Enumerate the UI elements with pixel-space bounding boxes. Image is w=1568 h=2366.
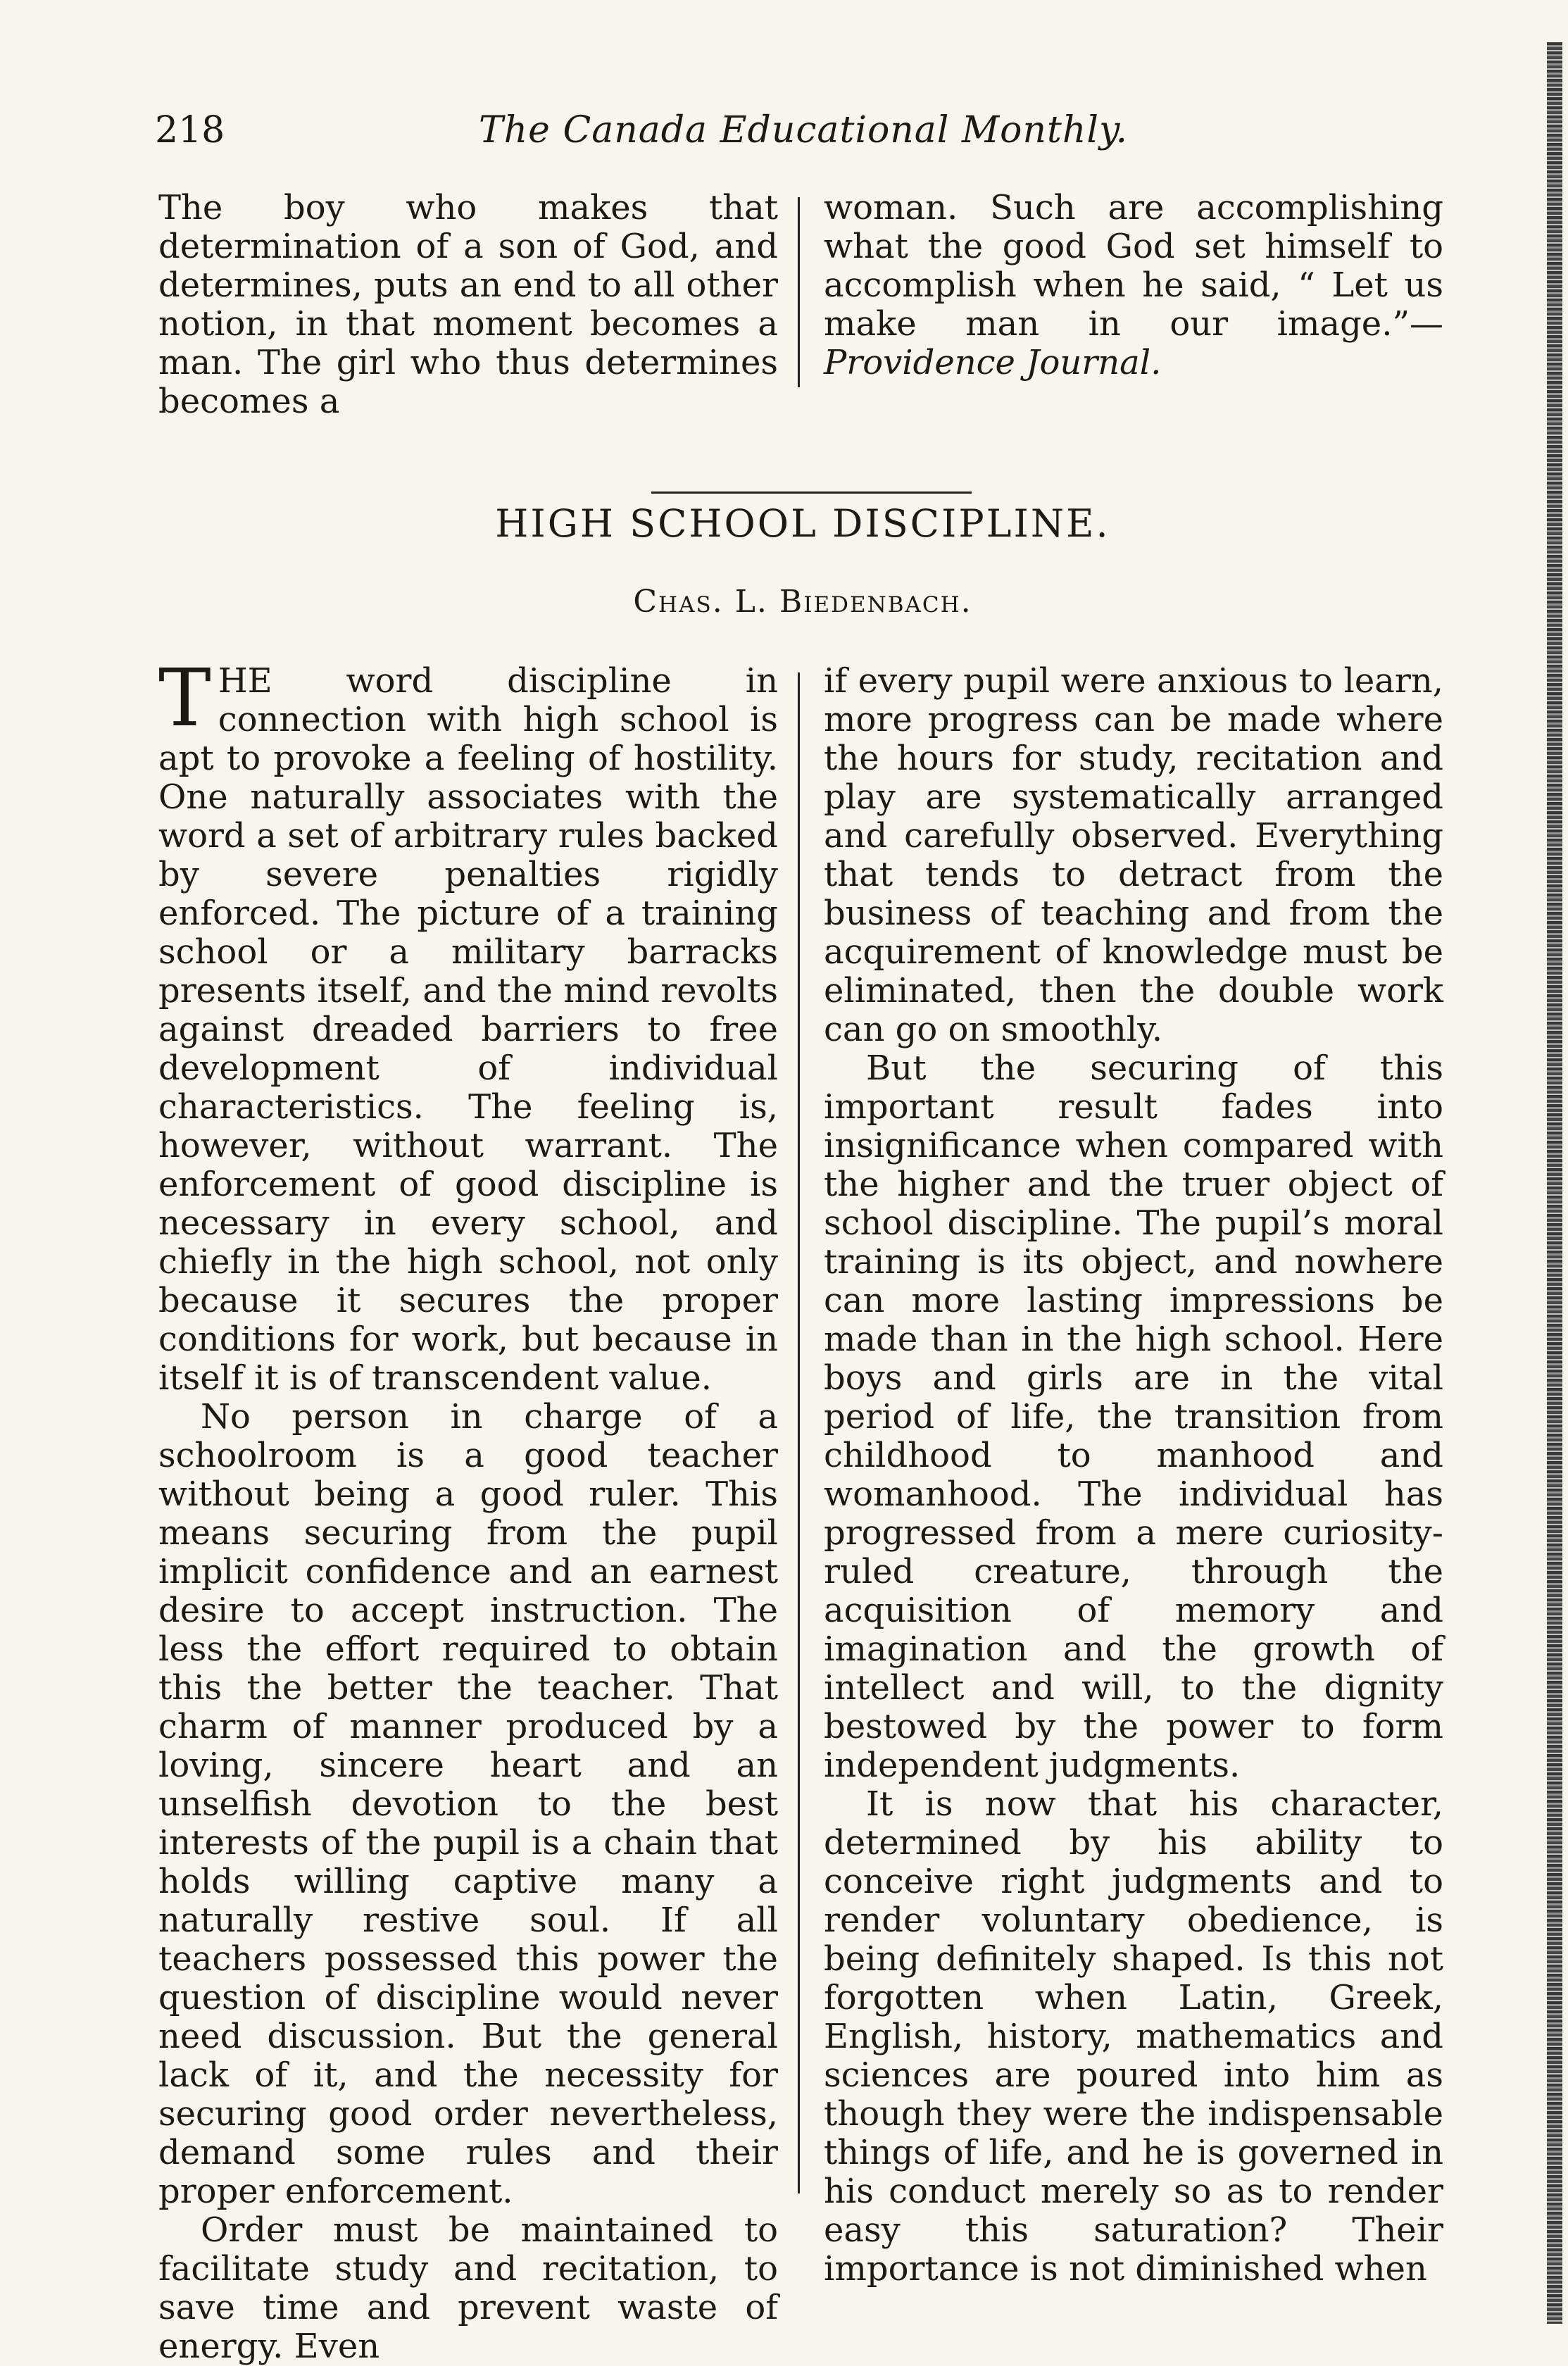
drop-cap: T xyxy=(158,653,211,744)
top-right-paragraph xyxy=(824,189,1443,382)
paragraph-3-continued: if every pupil were anxious to learn, more progress can be made where the hours for study, recitation and play are systematically arranged and carefully observed. Everything that tends to detract from the business of teaching and from the acquirement of knowledge must be eliminated, then the double work can go on smoothly. xyxy=(824,661,1443,1049)
article-author: Chas. L. Biedenbach. xyxy=(633,584,972,620)
source-citation: Providence Journal. xyxy=(824,343,1162,382)
top-left-column xyxy=(158,189,778,421)
paragraph-4: But the securing of this important result fades into insignificance when compared with the higher and the truer object of school discipline. The pupil’s moral training is its object, and nowhere can more lasting impressions be made than in the high school. Here boys and girls are in the vital period of life, the transition from childhood to manhood and womanhood. The individual has progressed from a mere curiosity-ruled creature, through the acquisition of memory and imagination and the growth of intellect and will, to the dignity bestowed by the power to form independent judgments. xyxy=(824,1049,1443,1785)
page-number: 218 xyxy=(155,109,225,151)
scan-edge-artifact xyxy=(1547,42,1562,2324)
paragraph-1-text: HE word discipline in connection with high school is apt to provoke a feeling of hostility. One naturally associates with the word a set of arbitrary rules backed by severe penalties rigidly enforced. The picture of a training school or a military barracks presents itself, and the mind revolts against dreaded barriers to free development of individual characteristics. The feeling is, however, without warrant. The enforcement of good discipline is necessary in every school, and chiefly in the high school, not only because it secures the proper conditions for work, but because in itself it is of transcendent value. xyxy=(158,661,778,1398)
paragraph-1 xyxy=(158,653,778,1398)
running-title: The Canada Educational Monthly. xyxy=(479,109,1128,151)
top-right-column xyxy=(824,189,1443,382)
article-title: HIGH SCHOOL DISCIPLINE. xyxy=(495,501,1110,546)
column-divider xyxy=(798,197,800,387)
body-left-column xyxy=(158,653,778,2366)
top-right-text: woman. Such are accomplishing what the good God set himself to accomplish when he said, “ Let us make man in our image.”— xyxy=(824,188,1443,344)
paragraph-2: No person in charge of a schoolroom is a good teacher without being a good ruler. This means securing from the pupil implicit confidence and an earnest desire to accept instruction. The less the effort required to obtain this the better the teacher. That charm of manner produced by a loving, sincere heart and an unselfish devotion to the best interests of the pupil is a chain that holds willing captive many a naturally restive soul. If all teachers possessed this power the question of discipline would never need discussion. But the general lack of it, and the necessity for securing good order nevertheless, demand some rules and their proper enforcement. xyxy=(158,1397,778,2211)
body-right-column xyxy=(824,662,1443,2289)
page-header xyxy=(155,99,1443,162)
paragraph-5: It is now that his character, determined by his ability to conceive right judgments and to render voluntary obedience, is being definitely shaped. Is this not forgotten when Latin, Greek, English, history, mathematics and sciences are poured into him as though they were the indispensable things of life, and he is governed in his conduct merely so as to render easy this saturation? Their importance is not diminished when xyxy=(824,1784,1443,2289)
section-rule xyxy=(651,492,972,494)
column-divider xyxy=(798,672,800,2193)
paragraph-3: Order must be maintained to facilitate study and recitation, to save time and prevent waste of energy. Even xyxy=(158,2210,778,2366)
top-left-paragraph: The boy who makes that determination of a son of God, and determines, puts an end to all other notion, in that moment becomes a man. The girl who thus determines becomes a xyxy=(158,188,778,421)
